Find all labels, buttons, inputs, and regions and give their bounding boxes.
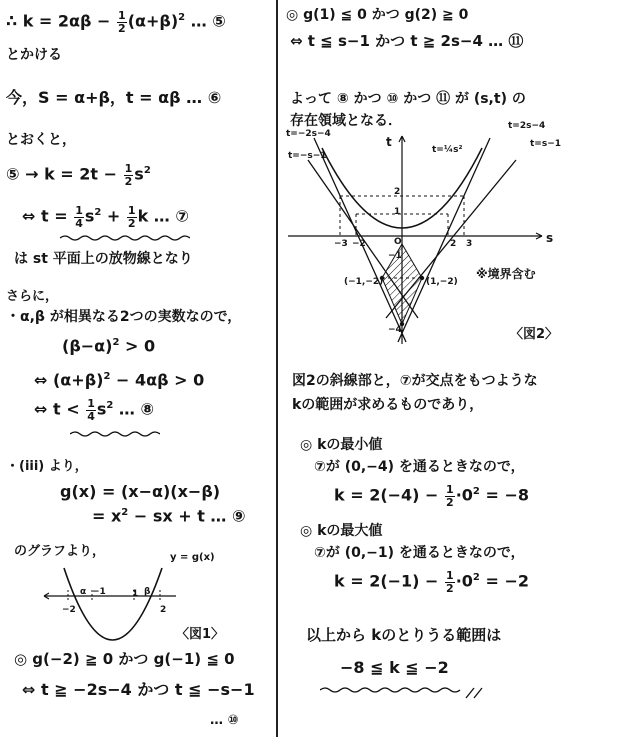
axis-label-s: s bbox=[546, 231, 554, 245]
fraction: $\frac{1}{2}$ bbox=[118, 9, 126, 35]
text-line: とかける bbox=[6, 47, 62, 63]
wavy-underline bbox=[70, 430, 160, 438]
figure-caption: 〈図2〉 bbox=[510, 327, 559, 342]
condition-10: ⇔ t ≧ −2s−4 かつ t ≦ −s−1 bbox=[22, 680, 255, 699]
text-line: kの範囲が求めるものであり， bbox=[292, 397, 484, 413]
equation-k: ⑤ → k = 2t − $\frac{1}{2}$ $s^2$ bbox=[6, 162, 151, 188]
line-label: t=s−1 bbox=[530, 139, 562, 149]
equation-9: = $x^2$ − sx + t … ⑨ bbox=[92, 506, 246, 526]
text-line: 存在領域となる． bbox=[290, 113, 402, 129]
text-line: ⑦が (0,−4) を通るときなので， bbox=[314, 459, 525, 475]
equation-7: ⇔ t = $\frac{1}{4}$ $s^2$ + $\frac{1}{2}$ k … ⑦ bbox=[22, 204, 189, 230]
origin-label: O bbox=[394, 237, 402, 247]
text-line: のグラフより， bbox=[14, 544, 106, 559]
column-divider bbox=[276, 0, 278, 737]
line-label: t=2s−4 bbox=[508, 121, 546, 131]
tick-label: −1 bbox=[92, 587, 106, 597]
tick-label: 1 bbox=[132, 589, 139, 599]
text-line: ・(iii) より， bbox=[6, 459, 88, 474]
condition-line: ◎ g(−2) ≧ 0 かつ g(−1) ≦ 0 bbox=[14, 650, 235, 668]
tick-label: 1 bbox=[394, 207, 401, 217]
line-t2s-4-right bbox=[398, 138, 490, 342]
boundary-note: ※境界含む bbox=[476, 267, 536, 281]
point-label: (−1,−2) bbox=[344, 277, 384, 287]
condition-line: ◎ g(1) ≦ 0 かつ g(2) ≧ 0 bbox=[286, 7, 469, 23]
equation-max: k = 2(−1) − $\frac{1}{2}$ $\cdot 0^2 = -2$ bbox=[334, 569, 529, 595]
label-10: … ⑩ bbox=[210, 713, 239, 728]
parabola-curve bbox=[64, 568, 162, 640]
tick-label: −2 bbox=[352, 239, 366, 249]
equation-5: ∴ k = 2αβ − $\frac{1}{2}$ $(\alpha+\beta)^2$ … ⑤ bbox=[6, 9, 226, 35]
figure-1-graph bbox=[40, 562, 180, 648]
point-label: (1,−2) bbox=[426, 277, 458, 287]
inequality: $(\beta-\alpha)^2 > 0$ bbox=[62, 336, 156, 356]
tick-label: −4 bbox=[388, 325, 402, 335]
tick-label: β bbox=[144, 587, 151, 597]
text-line: さらに， bbox=[6, 289, 59, 304]
line-label: t=−s−1 bbox=[288, 151, 327, 161]
section-heading: ◎ kの最小値 bbox=[300, 437, 383, 453]
graph-label: y = g(x) bbox=[170, 552, 215, 563]
wavy-underline bbox=[60, 234, 190, 242]
text-line: 図2の斜線部と，⑦が交点をもつような bbox=[292, 373, 538, 389]
inequality-8: ⇔ t < $\frac{1}{4}$ $s^2$ … ⑧ bbox=[34, 397, 155, 423]
tick-label: −3 bbox=[334, 239, 348, 249]
definition-6: 今，S = α+β，t = αβ … ⑥ bbox=[6, 88, 222, 107]
equation-min: k = 2(−4) − $\frac{1}{2}$ $\cdot 0^2 = -8$ bbox=[334, 483, 529, 509]
double-wavy-underline bbox=[320, 686, 490, 700]
axis-label-t: t bbox=[386, 135, 392, 149]
tick-label: 2 bbox=[394, 187, 401, 197]
point-right bbox=[420, 276, 424, 280]
tick-label: −2 bbox=[62, 605, 76, 615]
text-line: とおくと， bbox=[6, 132, 76, 148]
tick-label: −1 bbox=[388, 251, 402, 261]
parabola-label: t=¼s² bbox=[432, 145, 463, 155]
tick-label: 2 bbox=[160, 605, 167, 615]
line-label: t=−2s−4 bbox=[286, 129, 331, 139]
inequality: ⇔ $(\alpha+\beta)^2 - 4\alpha\beta > 0$ bbox=[34, 370, 205, 390]
text-line: は st 平面上の放物線となり bbox=[14, 251, 193, 267]
section-heading: ◎ kの最大値 bbox=[300, 523, 383, 539]
figure-caption: 〈図1〉 bbox=[176, 627, 225, 642]
conclusion-line: 以上から kのとりうる範囲は bbox=[306, 626, 502, 644]
final-answer: −8 ≦ k ≦ −2 bbox=[340, 658, 449, 677]
tick-label: 3 bbox=[466, 239, 473, 249]
tick-label: 2 bbox=[450, 239, 457, 249]
text-line: ・α,β が相異なる2つの実数なので， bbox=[6, 309, 242, 325]
equation: g(x) = (x−α)(x−β) bbox=[60, 482, 221, 501]
condition-11: ⇔ t ≦ s−1 かつ t ≧ 2s−4 … ⑪ bbox=[290, 32, 524, 50]
text-line: ⑦が (0,−1) を通るときなので， bbox=[314, 545, 525, 561]
tick-label: α bbox=[80, 587, 87, 597]
text-line: よって ⑧ かつ ⑩ かつ ⑪ が (s,t) の bbox=[290, 91, 526, 107]
